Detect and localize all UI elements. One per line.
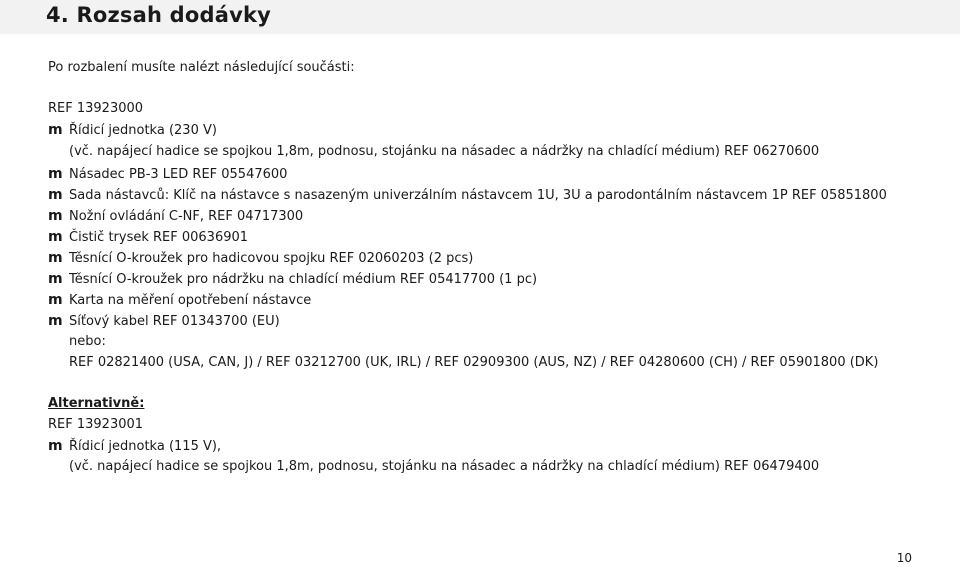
bullet-icon: m [48, 166, 63, 182]
or-label: nebo: [69, 334, 106, 349]
list-item [48, 249, 473, 268]
main-ref: REF 13923000 [48, 101, 144, 116]
bullet-icon: m [48, 313, 63, 329]
alternative-ref: REF 13923001 [48, 417, 144, 432]
list-item-label: Těsnící O-kroužek pro nádržku na chladící médium REF 05417700 (1 pc) [69, 272, 538, 287]
page-number: 10 [896, 551, 912, 565]
list-item-label: Řídicí jednotka (230 V) [69, 123, 217, 138]
intro-text: Po rozbalení musíte nalézt následující součásti: [48, 60, 355, 75]
list-item [48, 270, 537, 289]
list-item [48, 312, 280, 331]
bullet-icon: m [48, 229, 63, 245]
list-item-label: Čistič trysek REF 00636901 [69, 230, 249, 245]
alternative-detail: (vč. napájecí hadice se spojkou 1,8m, podnosu, stojánku na násadec a nádržky na chladící médium) REF 06479400 [69, 459, 820, 474]
list-item-detail: (vč. napájecí hadice se spojkou 1,8m, podnosu, stojánku na násadec a nádržky na chladící médium) REF 06270600 [69, 144, 820, 159]
list-item-label: Síťový kabel REF 01343700 (EU) [69, 314, 280, 329]
section-title: 4. Rozsah dodávky [46, 3, 272, 27]
bullet-icon: m [48, 438, 63, 454]
list-item [48, 228, 248, 247]
list-item [48, 291, 311, 310]
list-item [48, 437, 221, 456]
list-item-label: Nožní ovládání C-NF, REF 04717300 [69, 209, 304, 224]
bullet-icon: m [48, 250, 63, 266]
list-item-label: Karta na měření opotřebení nástavce [69, 293, 312, 308]
list-item-label: Těsnící O-kroužek pro hadicovou spojku REF 02060203 (2 pcs) [69, 251, 474, 266]
list-item-label: Řídicí jednotka (115 V), [69, 439, 222, 454]
alternative-heading: Alternativně: [48, 396, 145, 411]
bullet-icon: m [48, 271, 63, 287]
list-item [48, 207, 303, 226]
bullet-icon: m [48, 122, 63, 138]
list-item [48, 165, 287, 184]
list-item [48, 186, 887, 205]
section-header-bar [0, 0, 960, 34]
bullet-icon: m [48, 187, 63, 203]
list-item-label: Násadec PB-3 LED REF 05547600 [69, 167, 288, 182]
list-item-label: Sada nástavců: Klíč na nástavce s nasazeným univerzálním nástavcem 1U, 3U a parodontálním nástavcem 1P REF 05851800 [69, 188, 887, 203]
cable-alternatives: REF 02821400 (USA, CAN, J) / REF 03212700 (UK, IRL) / REF 02909300 (AUS, NZ) / REF 04280600 (CH) / REF 05901800 (DK) [69, 355, 879, 370]
list-item [48, 121, 217, 140]
bullet-icon: m [48, 208, 63, 224]
bullet-icon: m [48, 292, 63, 308]
